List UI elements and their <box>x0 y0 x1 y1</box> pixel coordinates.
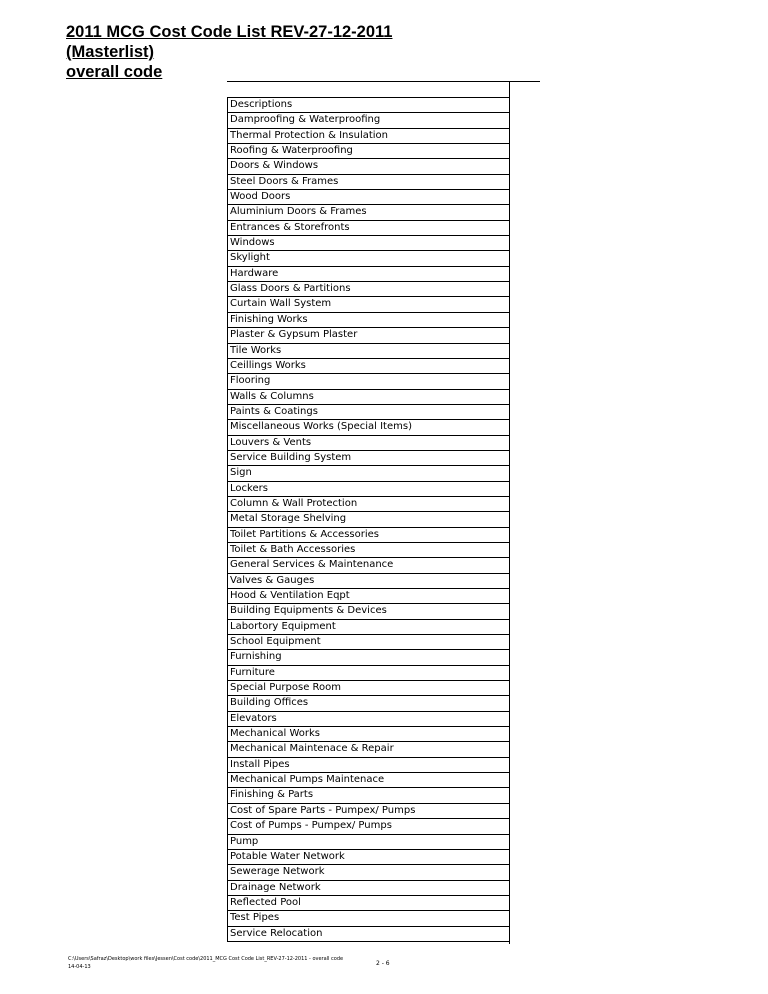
description-cell: Toilet Partitions & Accessories <box>228 527 510 542</box>
description-cell: Steel Doors & Frames <box>228 174 510 189</box>
footer-file-info <box>68 955 343 971</box>
description-cell: Ceillings Works <box>228 358 510 373</box>
table-row <box>228 236 510 251</box>
description-cell: Mechanical Works <box>228 727 510 742</box>
table-row <box>228 282 510 297</box>
table-row <box>228 604 510 619</box>
table-row <box>228 220 510 235</box>
description-cell: Column & Wall Protection <box>228 496 510 511</box>
description-cell: Glass Doors & Partitions <box>228 282 510 297</box>
description-cell: Hood & Ventilation Eqpt <box>228 589 510 604</box>
description-cell: Mechanical Maintenace & Repair <box>228 742 510 757</box>
description-cell: Special Purpose Room <box>228 681 510 696</box>
table-row <box>228 542 510 557</box>
table-row <box>228 420 510 435</box>
description-cell: Pump <box>228 834 510 849</box>
description-cell: Miscellaneous Works (Special Items) <box>228 420 510 435</box>
footer-date: 14-04-13 <box>68 964 91 970</box>
table-row <box>228 558 510 573</box>
description-cell: Drainage Network <box>228 880 510 895</box>
description-cell: Reflected Pool <box>228 895 510 910</box>
cost-code-table-body <box>228 98 510 942</box>
table-row <box>228 727 510 742</box>
table-row <box>228 619 510 634</box>
description-cell: Tile Works <box>228 343 510 358</box>
description-cell: Thermal Protection & Insulation <box>228 128 510 143</box>
description-cell: Walls & Columns <box>228 389 510 404</box>
description-cell: Building Equipments & Devices <box>228 604 510 619</box>
description-cell: Louvers & Vents <box>228 435 510 450</box>
title-line-2: (Masterlist) <box>66 43 155 61</box>
description-cell: Elevators <box>228 711 510 726</box>
table-row <box>228 665 510 680</box>
description-cell: Entrances & Storefronts <box>228 220 510 235</box>
table-row <box>228 98 510 113</box>
description-cell: Plaster & Gypsum Plaster <box>228 328 510 343</box>
description-cell: Doors & Windows <box>228 159 510 174</box>
table-row <box>228 251 510 266</box>
table-row <box>228 404 510 419</box>
description-cell: Cost of Spare Parts - Pumpex/ Pumps <box>228 803 510 818</box>
table-row <box>228 880 510 895</box>
table-row <box>228 435 510 450</box>
table-row <box>228 895 510 910</box>
description-cell: Building Offices <box>228 696 510 711</box>
table-row <box>228 512 510 527</box>
table-row <box>228 450 510 465</box>
table-row <box>228 205 510 220</box>
table-row <box>228 343 510 358</box>
description-cell: Finishing Works <box>228 312 510 327</box>
description-cell: Cost of Pumps - Pumpex/ Pumps <box>228 819 510 834</box>
description-cell: Valves & Gauges <box>228 573 510 588</box>
description-cell: Roofing & Waterproofing <box>228 144 510 159</box>
table-row <box>228 865 510 880</box>
table-row <box>228 481 510 496</box>
table-row <box>228 159 510 174</box>
description-cell: General Services & Maintenance <box>228 558 510 573</box>
column-header-descriptions: Descriptions <box>228 98 510 113</box>
description-cell: Sign <box>228 466 510 481</box>
table-row <box>228 589 510 604</box>
title-line-1: 2011 MCG Cost Code List REV-27-12-2011 <box>66 23 393 41</box>
table-row <box>228 819 510 834</box>
table-row <box>228 389 510 404</box>
description-cell: Metal Storage Shelving <box>228 512 510 527</box>
table-row <box>228 328 510 343</box>
description-cell: Aluminium Doors & Frames <box>228 205 510 220</box>
description-cell: Wood Doors <box>228 190 510 205</box>
description-cell: Toilet & Bath Accessories <box>228 542 510 557</box>
table-row <box>228 573 510 588</box>
table-row <box>228 266 510 281</box>
table-row <box>228 297 510 312</box>
cost-code-table <box>227 97 510 942</box>
description-cell: Service Relocation <box>228 926 510 941</box>
table-row <box>228 113 510 128</box>
description-cell: Paints & Coatings <box>228 404 510 419</box>
description-cell: Test Pipes <box>228 911 510 926</box>
table-row <box>228 174 510 189</box>
description-cell: Flooring <box>228 374 510 389</box>
document-title <box>66 22 466 82</box>
page-number: 2 - 6 <box>376 960 390 967</box>
description-cell: Labortory Equipment <box>228 619 510 634</box>
table-row <box>228 190 510 205</box>
description-cell: Lockers <box>228 481 510 496</box>
table-row <box>228 911 510 926</box>
table-row <box>228 681 510 696</box>
table-row <box>228 803 510 818</box>
description-cell: Install Pipes <box>228 757 510 772</box>
table-row <box>228 527 510 542</box>
description-cell: Finishing & Parts <box>228 788 510 803</box>
table-row <box>228 128 510 143</box>
table-row <box>228 466 510 481</box>
table-row <box>228 144 510 159</box>
table-row <box>228 834 510 849</box>
table-row <box>228 374 510 389</box>
table-row <box>228 711 510 726</box>
table-row <box>228 742 510 757</box>
description-cell: Service Building System <box>228 450 510 465</box>
table-row <box>228 788 510 803</box>
table-row <box>228 650 510 665</box>
description-cell: Windows <box>228 236 510 251</box>
description-cell: Damproofing & Waterproofing <box>228 113 510 128</box>
table-row <box>228 312 510 327</box>
table-row <box>228 496 510 511</box>
top-border-line <box>227 81 540 82</box>
description-cell: Mechanical Pumps Maintenace <box>228 773 510 788</box>
table-row <box>228 773 510 788</box>
description-cell: Sewerage Network <box>228 865 510 880</box>
description-cell: Skylight <box>228 251 510 266</box>
table-row <box>228 757 510 772</box>
footer-file-path: C:\Users\Safraz\Desktop\work files\Jessen\Cost code\2011_MCG Cost Code List_REV-27-12-2011 - overall code <box>68 956 344 962</box>
description-cell: Potable Water Network <box>228 849 510 864</box>
description-cell: Curtain Wall System <box>228 297 510 312</box>
title-line-3: overall code <box>66 63 163 81</box>
table-row <box>228 635 510 650</box>
description-cell: School Equipment <box>228 635 510 650</box>
description-cell: Furnishing <box>228 650 510 665</box>
description-cell: Furniture <box>228 665 510 680</box>
table-row <box>228 358 510 373</box>
description-cell: Hardware <box>228 266 510 281</box>
table-row <box>228 696 510 711</box>
table-row <box>228 849 510 864</box>
table-row <box>228 926 510 941</box>
